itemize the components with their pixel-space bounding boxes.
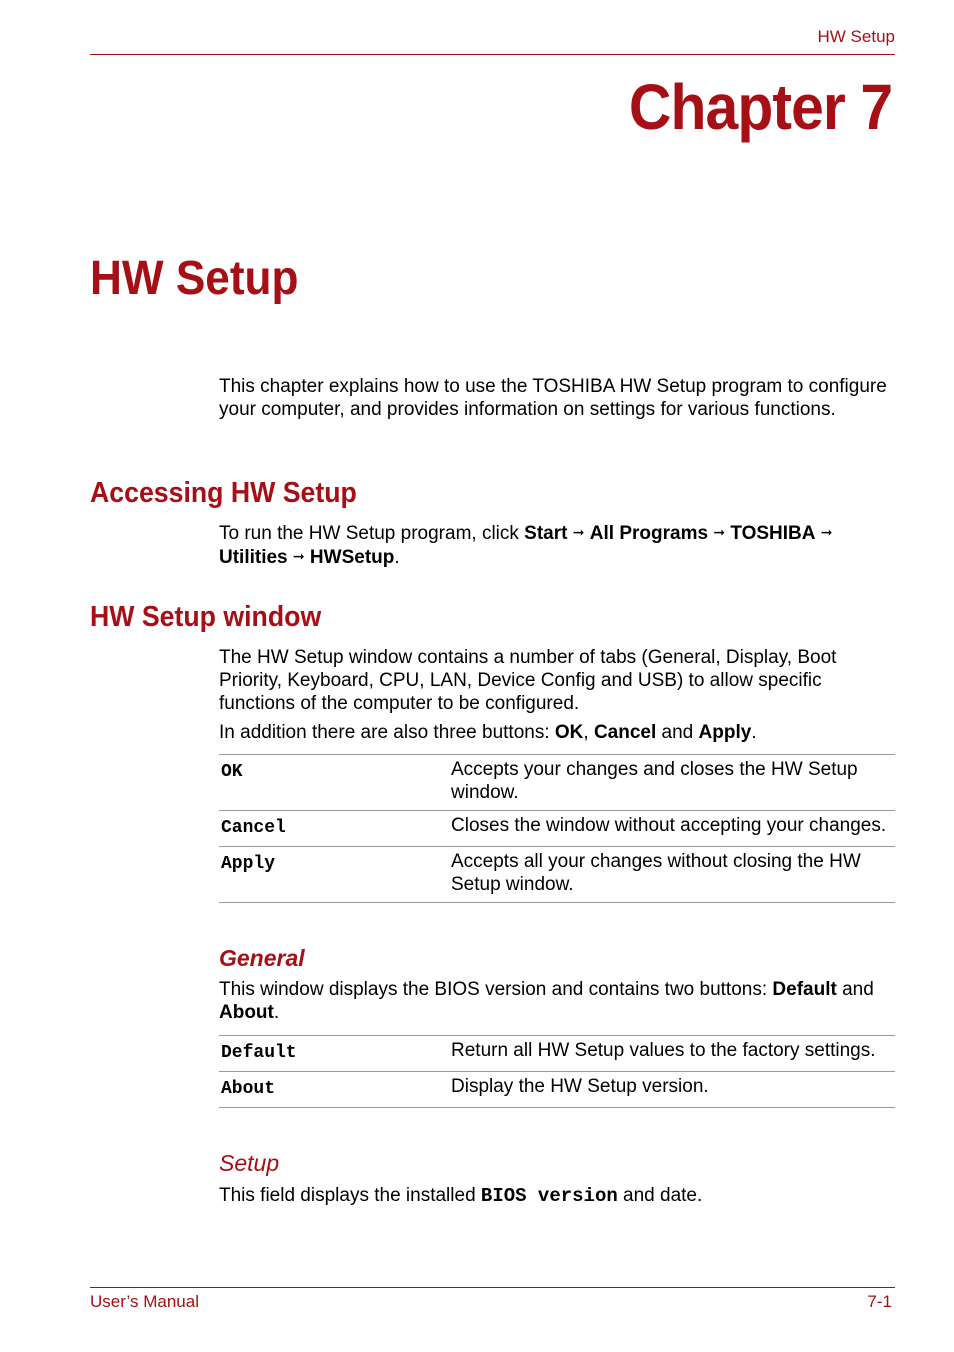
intro-paragraph: This chapter explains how to use the TOSHIBA HW Setup program to configure your computer, and provides information on settings for various functions.: [219, 376, 887, 420]
table-key: Cancel: [219, 811, 449, 847]
table-key: OK: [219, 755, 449, 811]
table-desc: Display the HW Setup version.: [449, 1072, 895, 1108]
page-title: HW Setup: [90, 252, 299, 305]
ok-label: OK: [554, 722, 584, 743]
table-row: [219, 1072, 895, 1108]
cancel-label: Cancel: [593, 722, 657, 743]
accessing-text: To run the HW Setup program, click: [219, 523, 525, 544]
arrow-icon: ➞: [713, 524, 726, 540]
table-row: [219, 847, 895, 903]
footer-rule: [90, 1287, 895, 1288]
separator: and: [656, 722, 699, 743]
about-label: About: [219, 1002, 274, 1023]
footer-manual-label: User’s Manual: [90, 1292, 199, 1311]
section-heading-window: HW Setup window: [90, 601, 322, 633]
general-text: This window displays the BIOS version and contains two buttons:: [219, 979, 773, 1000]
setup-text: This field displays the installed: [219, 1185, 481, 1206]
window-paragraph: The HW Setup window contains a number of tabs (General, Display, Boot Priority, Keyboard, CPU, LAN, Device Config and USB) to allow specific functions of the computer to be configured.: [219, 647, 837, 714]
default-label: Default: [772, 979, 837, 1000]
buttons-period: .: [751, 722, 757, 743]
arrow-icon: ➞: [820, 524, 833, 540]
separator: ,: [583, 722, 594, 743]
table-desc: Return all HW Setup values to the factory settings.: [449, 1036, 895, 1072]
general-period: .: [273, 1002, 280, 1023]
subsection-heading-general: General: [219, 945, 305, 971]
table-desc: Closes the window without accepting your changes.: [449, 811, 895, 847]
table-key: About: [219, 1072, 449, 1108]
arrow-icon: ➞: [572, 524, 585, 540]
menu-path-start: Start: [524, 523, 568, 544]
table-row: [219, 755, 895, 811]
table-desc: Accepts all your changes without closing the HW Setup window.: [449, 847, 895, 903]
table-desc: Accepts your changes and closes the HW Setup window.: [449, 755, 895, 811]
accessing-paragraph: [219, 522, 894, 570]
accessing-period: .: [394, 547, 400, 568]
chapter-title: Chapter 7: [628, 71, 892, 143]
section-heading-accessing: Accessing HW Setup: [90, 477, 357, 509]
header-rule: [90, 54, 895, 55]
table-key: Default: [219, 1036, 449, 1072]
page-number: 7-1: [867, 1292, 892, 1311]
buttons-table: [219, 754, 895, 903]
menu-path-all-programs: All Programs: [589, 523, 709, 544]
menu-path-utilities: Utilities: [219, 547, 288, 568]
arrow-icon: ➞: [292, 548, 305, 564]
table-row: [219, 811, 895, 847]
apply-label: Apply: [698, 722, 752, 743]
table-key: Apply: [219, 847, 449, 903]
general-and: and: [836, 979, 874, 1000]
subsection-heading-setup: Setup: [219, 1150, 280, 1176]
menu-path-toshiba: TOSHIBA: [730, 523, 816, 544]
buttons-text: In addition there are also three buttons:: [219, 722, 555, 743]
setup-text-end: and date.: [617, 1185, 703, 1206]
table-row: [219, 1036, 895, 1072]
bios-version-code: BIOS version: [480, 1185, 618, 1207]
menu-path-hwsetup: HWSetup: [309, 547, 395, 568]
general-paragraph: [219, 978, 894, 1024]
setup-paragraph: [219, 1184, 894, 1208]
running-header: HW Setup: [817, 27, 895, 46]
general-table: [219, 1035, 895, 1108]
buttons-paragraph: [219, 721, 894, 744]
